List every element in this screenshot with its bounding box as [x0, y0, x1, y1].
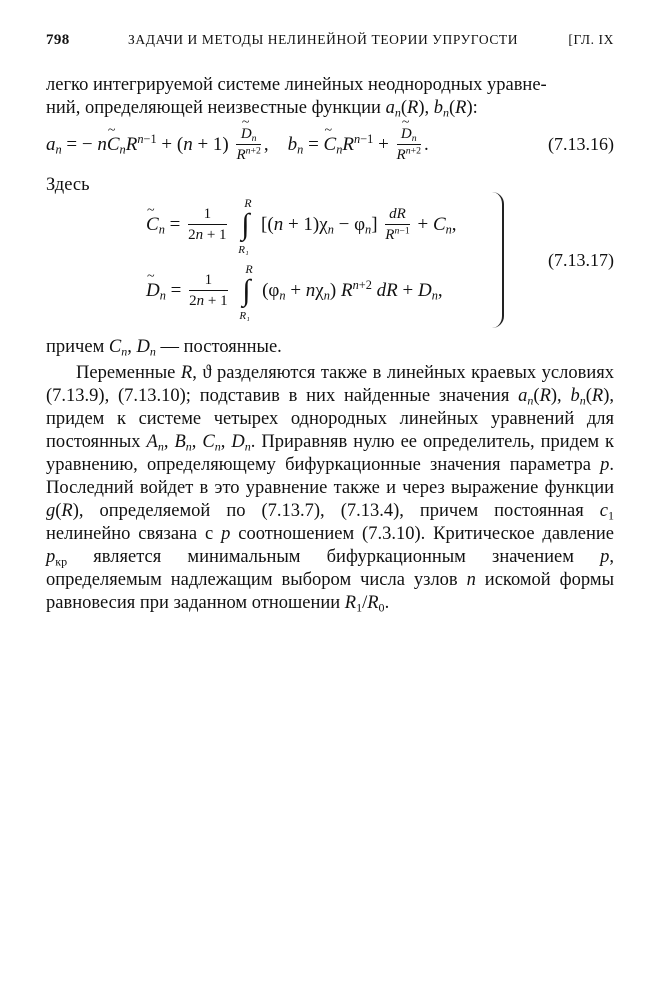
running-title: ЗАДАЧИ И МЕТОДЫ НЕЛИНЕЙНОЙ ТЕОРИИ УПРУГОСТИ: [128, 32, 519, 47]
right-brace: [492, 192, 504, 328]
equation-number-16: (7.13.16): [548, 134, 614, 154]
page-number: 798: [46, 32, 70, 48]
integral-sign: ∫ R R₁: [239, 261, 253, 322]
equation-C-tilde: ~ $C_n$ = $\frac{1}{2n + 1}$ ∫ R R₁ $[(n + 1)\chi_n - \varphi_n]$ $\frac{dR}{R^{n-1}}$ + $C_n$,: [146, 204, 506, 245]
intro-line-1: легко интегрируемой системе линейных неоднородных уравне-: [46, 75, 547, 95]
main-paragraph: Переменные R, ϑ разделяются также в линейных краевых условиях (7.13.9), (7.13.10); подставив в них найденные значения $a_n(R)$, $b_n(R)$, придем к системе четырех однородных линейных уравнений для постоянных $A_n$, $B_n$, $C_n$, $D_n$. Приравняв нулю ее определитель, придем к уравнению, определяющему бифуркационные значения параметра p. Последний войдет в это уравнение также и через выражение функции g(R), определяемой по (7.13.7), (7.13.4), причем постоянная $c_1$ нелинейно связана с p соотношением (7.3.10). Критическое давление $p_{кр}$ является минимальным бифуркационным значением p, определяемым надлежащим выбором числа узлов n искомой формы равновесия при заданном отношении $R_1/R_0$.: [46, 363, 615, 615]
zdes-label: Здесь: [46, 175, 90, 195]
chapter-label: [ГЛ. IX: [568, 32, 614, 47]
integral-sign: ∫ R R₁: [238, 195, 252, 256]
equation-D-tilde: ~ $D_n$ = $\frac{1}{2n + 1}$ ∫ R R₁ $(\varphi_n + n\chi_n)$ $R^{n+2}$ dR + $D_n$,: [146, 270, 506, 311]
constants-line: причем $C_n$, $D_n$ — постоянные.: [46, 337, 282, 359]
intro-line-2: ний, определяющей неизвестные функции: [46, 98, 386, 118]
page-header: [46, 32, 614, 58]
equation-number-17: (7.13.17): [548, 250, 614, 270]
intro-text: легко интегрируемой системе линейных неоднородных уравне- ний, определяющей неизвестные функции $a_n(R)$, $b_n(R)$:: [46, 75, 547, 120]
equation-7-13-16: $a_n$ = − n~ $C_nR^{n-1} + (n + 1)$ ~ $\frac{D_n}{R^{n+2}}$ , $b_n$ = ~ $C_nR^{n-1}$ + ~ $\frac{D_n}{R^{n+2}}$ . (7.13.16): [46, 124, 614, 165]
